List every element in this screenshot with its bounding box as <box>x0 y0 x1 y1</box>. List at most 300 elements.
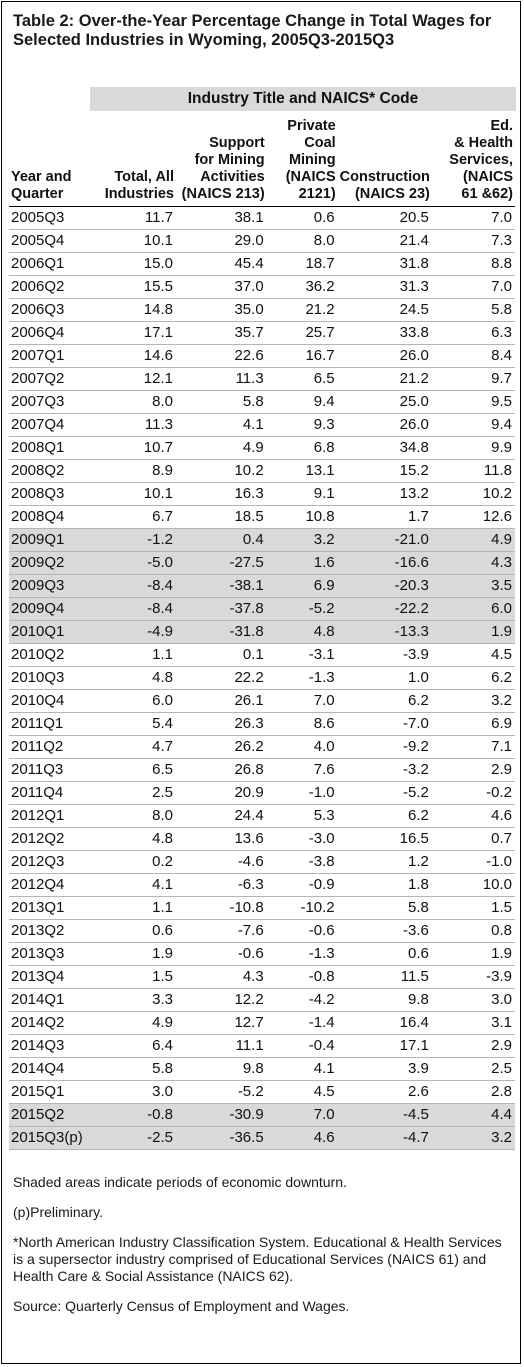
value-cell: 16.4 <box>399 1014 429 1031</box>
value-cell: 9.7 <box>491 370 512 387</box>
value-cell: 2.5 <box>491 1060 512 1077</box>
value-cell: 5.8 <box>408 899 429 916</box>
value-cell: 16.7 <box>305 347 335 364</box>
quarter-cell: 2014Q1 <box>11 991 65 1008</box>
value-cell: 9.1 <box>313 485 335 502</box>
column-header-line: Coal <box>304 135 336 151</box>
value-cell: 4.9 <box>432 529 515 552</box>
value-cell: 34.8 <box>399 439 429 456</box>
quarter-cell: 2014Q4 <box>11 1060 65 1077</box>
column-header-line: 61 &62) <box>461 186 513 202</box>
value-cell: 8.8 <box>491 255 512 272</box>
value-cell: 7.3 <box>491 232 512 249</box>
column-header <box>91 118 176 207</box>
value-cell: 3.1 <box>491 1014 512 1031</box>
table-row <box>9 966 515 989</box>
value-cell: 7.0 <box>491 209 512 226</box>
value-cell: 1.9 <box>152 945 173 962</box>
table-row <box>9 460 515 483</box>
table-panel <box>1 1 521 1364</box>
table-row <box>9 529 515 552</box>
value-cell: 26.3 <box>234 715 264 732</box>
quarter-cell: 2012Q2 <box>11 830 65 847</box>
value-cell: 36.2 <box>305 278 335 295</box>
quarter-cell: 2013Q2 <box>11 922 65 939</box>
value-cell: 14.6 <box>143 347 173 364</box>
column-header-line: (NAICS <box>285 169 336 185</box>
value-cell: -3.9 <box>403 646 429 663</box>
value-cell: 15.2 <box>399 462 429 479</box>
value-cell: 26.8 <box>234 761 264 778</box>
value-cell: 4.7 <box>152 738 173 755</box>
column-header <box>338 118 432 207</box>
value-cell: 2.8 <box>491 1083 512 1100</box>
value-cell: 8.0 <box>152 807 173 824</box>
quarter-cell: 2013Q3 <box>11 945 65 962</box>
quarter-cell: 2012Q4 <box>11 876 65 893</box>
value-cell: 6.2 <box>408 807 429 824</box>
value-cell: -3.8 <box>308 853 335 870</box>
quarter-cell: 2006Q3 <box>11 301 65 318</box>
value-cell: -8.4 <box>91 598 176 621</box>
value-cell: 15.0 <box>143 255 173 272</box>
column-header <box>9 118 91 207</box>
column-header-line: (NAICS 23) <box>354 186 430 202</box>
value-cell: 1.5 <box>491 899 512 916</box>
wage-change-table <box>9 118 515 1150</box>
column-header-line: for Mining <box>194 152 265 168</box>
value-cell: 0.6 <box>408 945 429 962</box>
value-cell: 21.4 <box>399 232 429 249</box>
value-cell: 10.2 <box>234 462 264 479</box>
value-cell: 11.8 <box>483 462 512 479</box>
value-cell: 13.2 <box>399 485 429 502</box>
value-cell: 7.6 <box>313 761 335 778</box>
quarter-cell: 2008Q3 <box>11 485 65 502</box>
value-cell: 7.0 <box>491 278 512 295</box>
value-cell: -3.2 <box>403 761 429 778</box>
table-row <box>9 1127 515 1150</box>
table-row <box>9 1058 515 1081</box>
value-cell: 12.7 <box>234 1014 264 1031</box>
value-cell: -1.3 <box>308 669 335 686</box>
table-row <box>9 391 515 414</box>
value-cell: -3.6 <box>403 922 429 939</box>
value-cell: -1.2 <box>91 529 176 552</box>
footnote-preliminary: (p)Preliminary. <box>13 1204 103 1220</box>
table-row <box>9 713 515 736</box>
value-cell: 35.7 <box>234 324 264 341</box>
value-cell: 9.4 <box>491 416 512 433</box>
value-cell: 6.8 <box>313 439 335 456</box>
value-cell: 26.0 <box>399 347 429 364</box>
table-row <box>9 299 515 322</box>
value-cell: 6.2 <box>408 692 429 709</box>
value-cell: 0.4 <box>176 529 267 552</box>
value-cell: -4.7 <box>338 1127 432 1150</box>
value-cell: -0.6 <box>308 922 335 939</box>
value-cell: 6.5 <box>313 370 335 387</box>
value-cell: 5.4 <box>152 715 173 732</box>
value-cell: -0.8 <box>91 1104 176 1127</box>
value-cell: 4.5 <box>313 1083 335 1100</box>
value-cell: 2.6 <box>408 1083 429 1100</box>
value-cell: 8.6 <box>313 715 335 732</box>
value-cell: 3.0 <box>152 1083 173 1100</box>
value-cell: 1.6 <box>267 552 338 575</box>
value-cell: 3.2 <box>267 529 338 552</box>
value-cell: 31.3 <box>399 278 429 295</box>
value-cell: 26.1 <box>234 692 264 709</box>
value-cell: 38.1 <box>234 209 264 226</box>
value-cell: 6.5 <box>152 761 173 778</box>
table-row <box>9 1012 515 1035</box>
quarter-cell: 2010Q4 <box>11 692 65 709</box>
column-header-line: Support <box>209 135 265 151</box>
value-cell: 11.3 <box>144 416 173 433</box>
value-cell: 0.6 <box>313 209 335 226</box>
table-row <box>9 805 515 828</box>
value-cell: 10.0 <box>482 876 512 893</box>
quarter-cell: 2008Q1 <box>11 439 65 456</box>
value-cell: 3.5 <box>432 575 515 598</box>
value-cell: -10.2 <box>300 899 335 916</box>
value-cell: 1.7 <box>408 508 429 525</box>
quarter-cell: 2009Q1 <box>9 529 91 552</box>
table-row <box>9 414 515 437</box>
column-header-line: Activities <box>200 169 265 185</box>
value-cell: 4.1 <box>152 876 173 893</box>
value-cell: 26.0 <box>399 416 429 433</box>
quarter-cell: 2011Q2 <box>11 738 64 755</box>
value-cell: -8.4 <box>91 575 176 598</box>
value-cell: 33.8 <box>399 324 429 341</box>
value-cell: -5.2 <box>267 598 338 621</box>
value-cell: 0.1 <box>242 646 264 663</box>
quarter-cell: 2005Q3 <box>11 209 65 226</box>
table-row <box>9 598 515 621</box>
value-cell: -0.9 <box>308 876 335 893</box>
value-cell: 3.2 <box>491 692 512 709</box>
quarter-cell: 2014Q2 <box>11 1014 65 1031</box>
table-row <box>9 276 515 299</box>
column-header-line: Ed. <box>490 118 513 134</box>
value-cell: 4.0 <box>313 738 335 755</box>
column-header-line: (NAICS <box>463 169 513 185</box>
value-cell: 9.8 <box>408 991 429 1008</box>
value-cell: -2.5 <box>91 1127 176 1150</box>
footnotes <box>13 1174 513 1328</box>
table-row <box>9 621 515 644</box>
quarter-cell: 2007Q1 <box>11 347 65 364</box>
column-header-line: Year and <box>11 169 72 185</box>
value-cell: -0.2 <box>486 784 512 801</box>
value-cell: 15.5 <box>143 278 173 295</box>
table-row <box>9 874 515 897</box>
table-row <box>9 230 515 253</box>
value-cell: 1.9 <box>432 621 515 644</box>
table-row <box>9 690 515 713</box>
value-cell: -3.0 <box>308 830 335 847</box>
value-cell: 24.5 <box>399 301 429 318</box>
column-header <box>176 118 267 207</box>
value-cell: 1.0 <box>408 669 429 686</box>
value-cell: 10.8 <box>305 508 335 525</box>
value-cell: 6.9 <box>491 715 512 732</box>
value-cell: 4.1 <box>242 416 264 433</box>
value-cell: 9.4 <box>313 393 335 410</box>
value-cell: 4.5 <box>491 646 512 663</box>
value-cell: 4.4 <box>432 1104 515 1127</box>
column-header-line: (NAICS 213) <box>181 186 265 202</box>
quarter-cell: 2012Q1 <box>11 807 65 824</box>
value-cell: -13.3 <box>338 621 432 644</box>
value-cell: -5.2 <box>237 1083 264 1100</box>
value-cell: 20.9 <box>234 784 264 801</box>
table-row <box>9 345 515 368</box>
quarter-cell: 2014Q3 <box>11 1037 65 1054</box>
column-header-line: Industries <box>104 186 174 202</box>
value-cell: 0.8 <box>491 922 512 939</box>
value-cell: 6.0 <box>152 692 173 709</box>
value-cell: 4.9 <box>152 1014 173 1031</box>
quarter-cell: 2006Q1 <box>11 255 65 272</box>
value-cell: 1.1 <box>152 899 173 916</box>
value-cell: 4.8 <box>152 830 173 847</box>
value-cell: -20.3 <box>338 575 432 598</box>
table-row <box>9 759 515 782</box>
value-cell: 45.4 <box>234 255 264 272</box>
quarter-cell: 2013Q1 <box>11 899 65 916</box>
value-cell: -7.0 <box>403 715 429 732</box>
value-cell: 2.9 <box>491 1037 512 1054</box>
table-row <box>9 989 515 1012</box>
value-cell: 12.1 <box>143 370 173 387</box>
value-cell: 16.5 <box>399 830 429 847</box>
value-cell: -31.8 <box>176 621 267 644</box>
value-cell: 2.5 <box>152 784 173 801</box>
value-cell: 12.2 <box>234 991 264 1008</box>
table-title-text: Over-the-Year Percentage Change in Total Wages for Selected Industries in Wyoming, 2005Q3-2015Q3 <box>13 12 492 49</box>
value-cell: 9.3 <box>313 416 335 433</box>
quarter-cell: 2010Q1 <box>9 621 91 644</box>
table-row <box>9 736 515 759</box>
value-cell: 5.8 <box>152 1060 173 1077</box>
quarter-cell: 2008Q2 <box>11 462 65 479</box>
value-cell: 1.8 <box>408 876 429 893</box>
value-cell: 9.5 <box>491 393 512 410</box>
value-cell: 10.1 <box>143 232 173 249</box>
value-cell: 25.0 <box>399 393 429 410</box>
column-header <box>267 118 338 207</box>
column-header-row <box>9 118 515 207</box>
quarter-cell: 2010Q2 <box>11 646 65 663</box>
table-row <box>9 644 515 667</box>
value-cell: -21.0 <box>338 529 432 552</box>
table-number: Table 2: <box>13 12 75 30</box>
value-cell: -1.0 <box>486 853 512 870</box>
table-row <box>9 483 515 506</box>
value-cell: 10.7 <box>143 439 173 456</box>
column-header-line: Construction <box>339 169 430 185</box>
value-cell: 25.7 <box>305 324 335 341</box>
value-cell: 13.1 <box>305 462 335 479</box>
value-cell: -16.6 <box>338 552 432 575</box>
value-cell: -10.8 <box>229 899 264 916</box>
value-cell: 5.8 <box>491 301 512 318</box>
value-cell: -38.1 <box>176 575 267 598</box>
quarter-cell: 2011Q1 <box>11 715 64 732</box>
value-cell: -3.9 <box>486 968 512 985</box>
value-cell: 6.4 <box>152 1037 173 1054</box>
value-cell: -22.2 <box>338 598 432 621</box>
column-header-line: Total, All <box>114 169 174 185</box>
value-cell: 10.1 <box>143 485 173 502</box>
quarter-cell: 2005Q4 <box>11 232 65 249</box>
value-cell: -0.6 <box>237 945 264 962</box>
footnote-naics: *North American Industry Classification System. Educational & Health Services is a supersector industry comprised of Educational Services (NAICS 61) and Health Care & Social Assistance (NAICS 62). <box>13 1234 502 1284</box>
table-row <box>9 552 515 575</box>
footnote-source: Source: Quarterly Census of Employment and Wages. <box>13 1298 350 1314</box>
quarter-cell: 2011Q4 <box>11 784 64 801</box>
value-cell: 26.2 <box>234 738 264 755</box>
value-cell: 10.2 <box>482 485 512 502</box>
value-cell: 4.6 <box>491 807 512 824</box>
value-cell: 0.7 <box>491 830 512 847</box>
column-header-line: Private <box>287 118 336 134</box>
value-cell: 6.9 <box>267 575 338 598</box>
footnote-shading: Shaded areas indicate periods of economic downturn. <box>13 1174 347 1190</box>
table-row <box>9 1104 515 1127</box>
value-cell: 4.3 <box>242 968 264 985</box>
value-cell: -1.4 <box>308 1014 335 1031</box>
value-cell: 6.0 <box>432 598 515 621</box>
table-row <box>9 667 515 690</box>
value-cell: -0.8 <box>308 968 335 985</box>
value-cell: 7.1 <box>491 738 512 755</box>
value-cell: 17.1 <box>143 324 173 341</box>
quarter-cell: 2007Q3 <box>11 393 65 410</box>
value-cell: 4.9 <box>242 439 264 456</box>
value-cell: 8.0 <box>152 393 173 410</box>
table-row <box>9 1035 515 1058</box>
value-cell: 8.0 <box>313 232 335 249</box>
value-cell: 6.3 <box>491 324 512 341</box>
quarter-cell: 2006Q2 <box>11 278 65 295</box>
table-row <box>9 828 515 851</box>
value-cell: -27.5 <box>176 552 267 575</box>
value-cell: -4.9 <box>91 621 176 644</box>
value-cell: 4.3 <box>432 552 515 575</box>
quarter-cell: 2015Q1 <box>11 1083 65 1100</box>
value-cell: -4.2 <box>308 991 335 1008</box>
table-row <box>9 506 515 529</box>
quarter-cell: 2010Q3 <box>11 669 65 686</box>
value-cell: 3.9 <box>408 1060 429 1077</box>
value-cell: 5.8 <box>242 393 264 410</box>
quarter-cell: 2009Q4 <box>9 598 91 621</box>
value-cell: 14.8 <box>143 301 173 318</box>
value-cell: 0.2 <box>152 853 173 870</box>
table-row <box>9 207 515 230</box>
value-cell: 1.1 <box>152 646 173 663</box>
quarter-cell: 2009Q2 <box>9 552 91 575</box>
value-cell: -7.6 <box>237 922 264 939</box>
table-row <box>9 253 515 276</box>
quarter-cell: 2015Q3(p) <box>9 1127 91 1150</box>
value-cell: 21.2 <box>305 301 335 318</box>
value-cell: 17.1 <box>399 1037 429 1054</box>
value-cell: 2.9 <box>491 761 512 778</box>
value-cell: -4.6 <box>237 853 264 870</box>
value-cell: 22.6 <box>234 347 264 364</box>
column-header-line: Quarter <box>11 186 64 202</box>
value-cell: 0.6 <box>152 922 173 939</box>
value-cell: 37.0 <box>234 278 264 295</box>
value-cell: -6.3 <box>237 876 264 893</box>
value-cell: 7.0 <box>267 1104 338 1127</box>
value-cell: 11.1 <box>235 1037 264 1054</box>
value-cell: 4.6 <box>267 1127 338 1150</box>
quarter-cell: 2006Q4 <box>11 324 65 341</box>
value-cell: 16.3 <box>234 485 264 502</box>
value-cell: -1.0 <box>308 784 335 801</box>
column-header-line: 2121) <box>298 186 336 202</box>
value-cell: 18.7 <box>305 255 335 272</box>
value-cell: 20.5 <box>399 209 429 226</box>
table-row <box>9 920 515 943</box>
table-row <box>9 437 515 460</box>
table-title <box>13 12 513 50</box>
quarter-cell: 2009Q3 <box>9 575 91 598</box>
value-cell: -1.3 <box>308 945 335 962</box>
value-cell: 1.5 <box>152 968 173 985</box>
value-cell: 1.2 <box>408 853 429 870</box>
value-cell: 3.3 <box>152 991 173 1008</box>
value-cell: -37.8 <box>176 598 267 621</box>
value-cell: -3.1 <box>308 646 335 663</box>
quarter-cell: 2007Q4 <box>11 416 65 433</box>
column-header-line: & Health <box>454 135 513 151</box>
value-cell: 3.0 <box>491 991 512 1008</box>
value-cell: 1.9 <box>491 945 512 962</box>
value-cell: 11.7 <box>144 209 173 226</box>
quarter-cell: 2013Q4 <box>11 968 65 985</box>
value-cell: 4.1 <box>313 1060 335 1077</box>
quarter-cell: 2012Q3 <box>11 853 65 870</box>
group-header: Industry Title and NAICS* Code <box>90 87 516 111</box>
value-cell: -0.4 <box>308 1037 335 1054</box>
value-cell: 31.8 <box>399 255 429 272</box>
table-row <box>9 851 515 874</box>
value-cell: 4.8 <box>267 621 338 644</box>
quarter-cell: 2011Q3 <box>11 761 64 778</box>
table-row <box>9 322 515 345</box>
value-cell: 13.6 <box>234 830 264 847</box>
value-cell: 22.2 <box>234 669 264 686</box>
value-cell: 4.8 <box>152 669 173 686</box>
value-cell: 18.5 <box>234 508 264 525</box>
value-cell: -30.9 <box>176 1104 267 1127</box>
quarter-cell: 2008Q4 <box>11 508 65 525</box>
column-header <box>432 118 515 207</box>
quarter-cell: 2007Q2 <box>11 370 65 387</box>
value-cell: -36.5 <box>176 1127 267 1150</box>
value-cell: 12.6 <box>482 508 512 525</box>
value-cell: -5.2 <box>403 784 429 801</box>
value-cell: 11.5 <box>400 968 429 985</box>
table-row <box>9 897 515 920</box>
